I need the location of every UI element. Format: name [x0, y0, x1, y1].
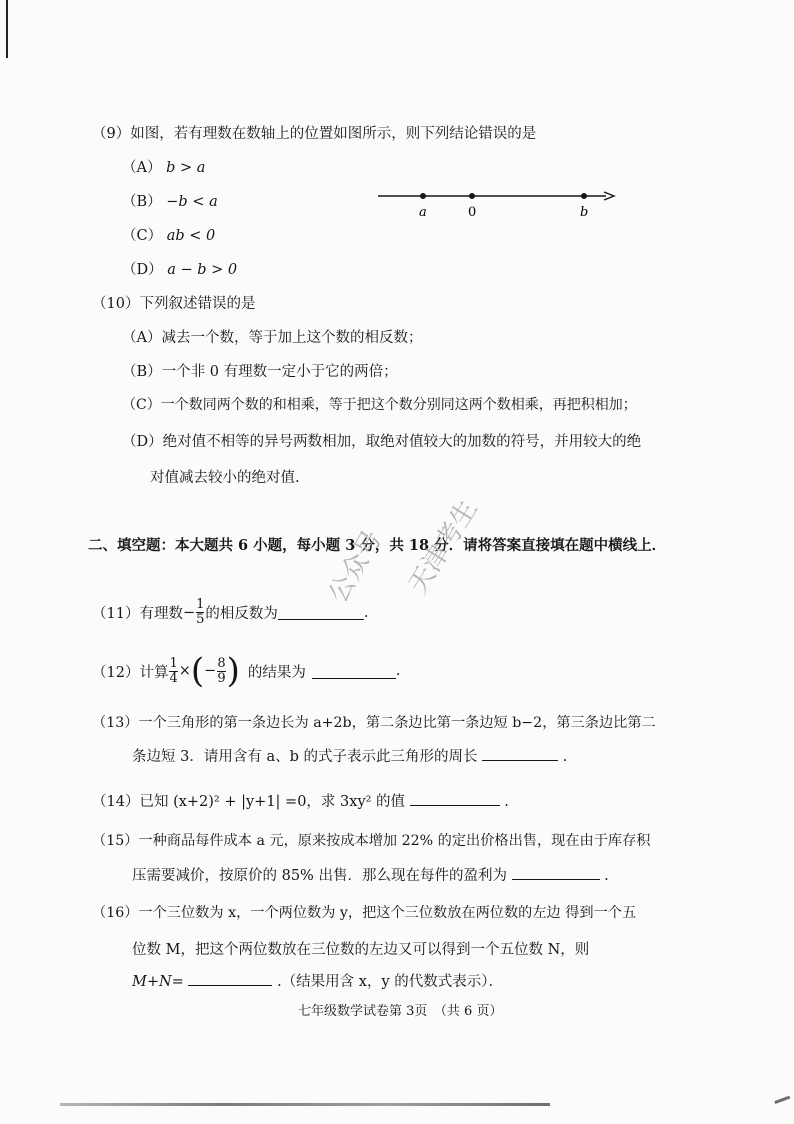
q12-denominator-2: 9 — [217, 670, 226, 686]
q11-minus: − — [182, 604, 196, 621]
q16-line-3 — [132, 970, 503, 991]
q13-line-1: （13）一个三角形的第一条边长为 a+2b，第二条边比第一条边短 b−2，第三条边比第二 — [92, 715, 656, 731]
section-2-heading: 二、填空题：本大题共 6 小题，每小题 3 分，共 18 分．请将答案直接填在题中横线上． — [88, 537, 667, 554]
point-a — [420, 193, 426, 199]
q9-option-d — [122, 258, 237, 279]
option-expr: a − b > 0 — [167, 262, 238, 278]
scan-margin-line — [6, 0, 8, 58]
option-expr: ab < 0 — [166, 228, 216, 244]
q12-numerator-2: 8 — [217, 655, 226, 671]
q14-prefix: （14）已知 — [92, 794, 169, 810]
q14-expression: (x+2)² + |y+1| =0，求 3xy² 的值 — [173, 794, 406, 810]
q14 — [92, 790, 509, 811]
q11-fraction — [196, 598, 204, 627]
left-paren-icon: ( — [190, 651, 205, 691]
point-b — [581, 193, 587, 199]
q11-denominator: 5 — [196, 612, 205, 627]
q13-answer-blank[interactable] — [482, 746, 558, 761]
q13-line-2-text: 条边短 3．请用含有 a、b 的式子表示此三角形的周长 — [132, 749, 478, 765]
q12-denominator-1: 4 — [169, 670, 178, 686]
option-expr: −b < a — [166, 194, 218, 210]
option-letter: （A） — [122, 330, 162, 346]
q12-answer-blank[interactable] — [312, 664, 396, 679]
q13-end: . — [562, 749, 568, 765]
label-zero: 0 — [468, 205, 477, 220]
option-letter: （B） — [122, 364, 162, 380]
watermark-text-1: 公众号 — [323, 525, 389, 608]
option-text: 一个非 0 有理数一定小于它的两倍； — [161, 364, 398, 380]
q10-option-d-continued: 对值减去较小的绝对值. — [150, 470, 300, 486]
option-text: 减去一个数，等于加上这个数的相反数； — [161, 330, 423, 346]
q12-suffix: 的结果为 — [247, 664, 306, 681]
option-text: 绝对值不相等的异号两数相加，取绝对值较大的加数的符号，并用较大的绝 — [162, 434, 642, 450]
q16-line-3-suffix: .（结果用含 x，y 的代数式表示）． — [277, 974, 504, 990]
q11-answer-blank[interactable] — [278, 605, 364, 620]
option-text: 一个数同两个数的和相乘，等于把这个数分别同这两个数相乘，再把积相加； — [160, 397, 637, 413]
q15-end: . — [604, 868, 609, 884]
label-b: b — [580, 205, 589, 220]
scan-edge-bottom — [60, 1103, 550, 1106]
option-letter: （C） — [122, 397, 161, 413]
q11-end: . — [363, 604, 369, 621]
q11 — [92, 598, 369, 627]
q10-option-a — [122, 326, 422, 347]
q12-fraction-2 — [217, 657, 225, 686]
right-paren-icon: ) — [226, 651, 240, 691]
q15-line-2 — [132, 864, 609, 885]
option-expr: b > a — [166, 160, 206, 176]
q12-minus: − — [204, 663, 217, 679]
q12-prefix: （12）计算 — [92, 664, 169, 681]
option-letter: （C） — [122, 228, 163, 244]
q16-line-2: 位数 M，把这个两位数放在三位数的左边又可以得到一个五位数 N，则 — [132, 942, 590, 958]
q11-prefix: （11）有理数 — [92, 606, 183, 622]
watermark-text-2: 天津考生 — [403, 494, 484, 600]
scan-edge-corner — [774, 1096, 793, 1114]
option-letter: （D） — [122, 434, 163, 450]
q15-line-2-text: 压需要减价，按原价的 85% 出售．那么现在每件的盈利为 — [132, 868, 507, 884]
point-zero — [469, 193, 475, 199]
q9-stem: （9）如图，若有理数在数轴上的位置如图所示，则下列结论错误的是 — [92, 126, 537, 142]
q12-times: × — [178, 663, 191, 679]
label-a: a — [419, 205, 427, 220]
q12-end: . — [395, 663, 401, 679]
q15-line-1: （15）一种商品每件成本 a 元，原来按成本增加 22% 的定出价格出售，现在由于库存积 — [92, 833, 651, 849]
option-letter: （A） — [122, 160, 162, 176]
q13-line-2 — [132, 745, 567, 766]
q12 — [92, 651, 401, 691]
q11-suffix: 的相反数为 — [205, 606, 278, 622]
q12-numerator-1: 1 — [169, 655, 178, 671]
q9-option-c — [122, 224, 215, 245]
q16-answer-blank[interactable] — [188, 971, 272, 986]
q14-answer-blank[interactable] — [410, 791, 500, 806]
q10-option-c — [122, 394, 637, 414]
option-letter: （B） — [122, 194, 162, 210]
q16-line-3-prefix: M+N= — [132, 974, 184, 990]
q14-end: . — [504, 794, 509, 810]
q9-option-a — [122, 156, 205, 177]
q10-stem: （10）下列叙述错误的是 — [92, 296, 256, 312]
q15-answer-blank[interactable] — [512, 865, 600, 880]
q12-fraction-1 — [169, 657, 177, 686]
option-letter: （D） — [122, 262, 163, 278]
q16-line-1: （16）一个三位数为 x，一个两位数为 y，把这个三位数放在两位数的左边 得到一个五 — [92, 905, 637, 921]
q11-numerator: 1 — [196, 597, 205, 612]
q10-option-d — [122, 430, 641, 451]
q9-option-b — [122, 190, 218, 211]
number-line-figure — [370, 184, 620, 224]
page-footer: 七年级数学试卷第 3页 （共 6 页） — [298, 1004, 503, 1019]
q10-option-b — [122, 360, 398, 381]
